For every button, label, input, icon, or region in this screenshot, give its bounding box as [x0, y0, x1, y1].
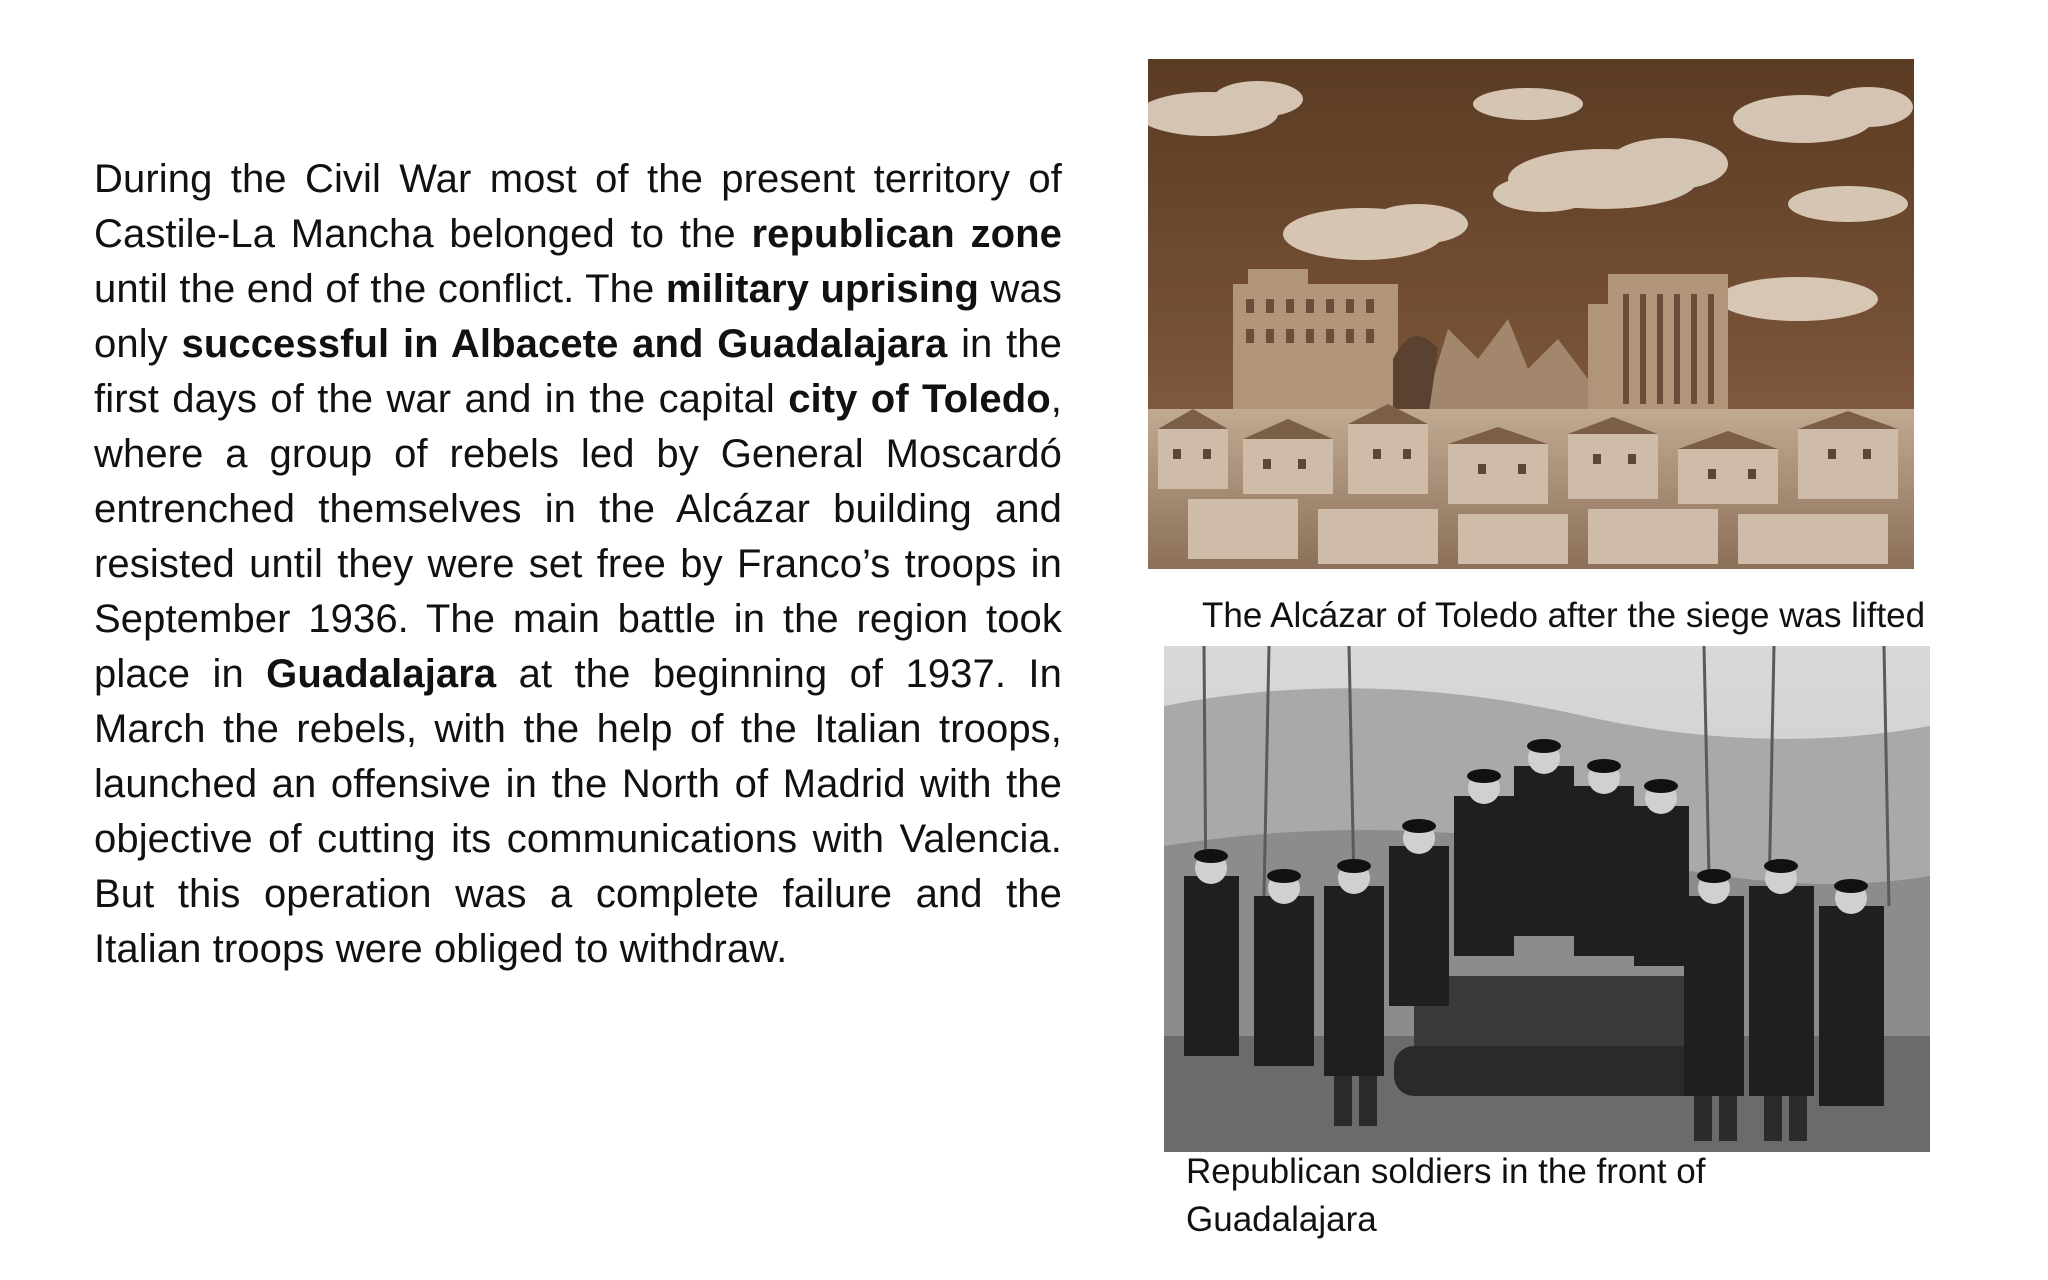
text-run-bold: successful in Albacete and Guadalajara	[181, 322, 948, 366]
text-run: During the Civil War most of the present territory of Castile-La Mancha belonged to the	[94, 157, 1062, 256]
body-paragraph	[94, 152, 1062, 977]
text-run-bold: military uprising	[665, 267, 980, 311]
text-run: was only	[94, 267, 1062, 366]
text-run: in the first days of the war and in the capital	[94, 322, 1063, 421]
toledo-alcazar-photo	[1148, 59, 1914, 569]
republican-soldiers-photo	[1164, 646, 1930, 1152]
text-run-bold: republican zone	[751, 212, 1062, 256]
republican-soldiers-illustration	[1164, 646, 1930, 1152]
toledo-alcazar-illustration	[1148, 59, 1914, 569]
text-run: until the end of the conflict. The	[94, 267, 666, 311]
toledo-photo-caption: The Alcázar of Toledo after the siege was lifted	[1202, 596, 1926, 635]
text-run: , where a group of rebels led by General Moscardó entrenched themselves in the Alcázar building and resisted until they were set free by Franco’s troops in September 1936. The main battle in the region took place in	[94, 377, 1062, 696]
text-run-bold: city of Toledo	[788, 377, 1051, 421]
text-run: at the beginning of 1937. In March the rebels, with the help of the Italian troops, launched an offensive in the North of Madrid with the objective of cutting its communications with Valencia. But this operation was a complete failure and the Italian troops were obliged to withdraw.	[94, 652, 1062, 971]
soldiers-photo-caption: Republican soldiers in the front of Guadalajara	[1186, 1152, 1706, 1239]
text-run-bold: Guadalajara	[266, 652, 497, 696]
